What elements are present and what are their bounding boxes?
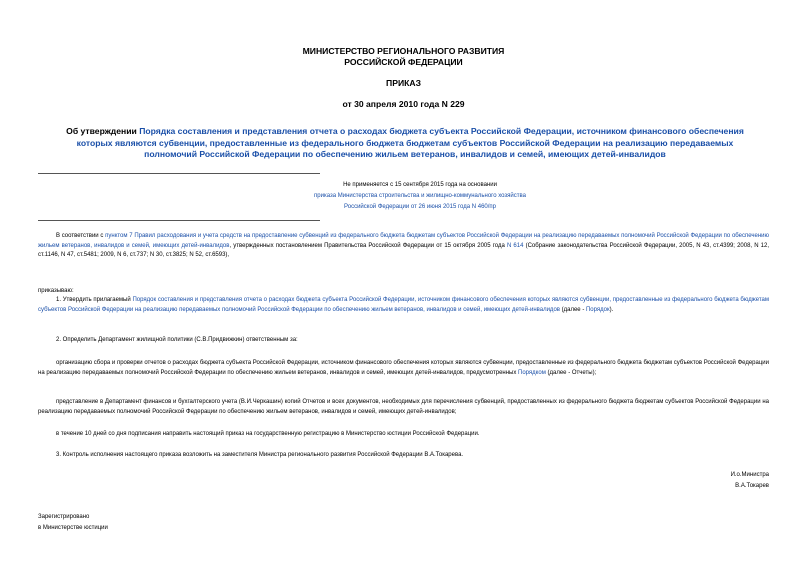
- preamble-decree-link[interactable]: N 614: [506, 242, 524, 249]
- signature-block: [649, 470, 769, 492]
- order-word: приказываю:: [38, 288, 74, 294]
- signature-position: И.о.Министра: [730, 472, 769, 478]
- item1-procedure-short-link[interactable]: Порядок: [585, 306, 610, 313]
- item2a-procedure-link[interactable]: Порядком: [518, 369, 546, 376]
- item1-text3: ).: [609, 306, 614, 313]
- status-note: [250, 180, 590, 213]
- preamble-paragraph: [38, 232, 769, 261]
- preamble-text2: , утвержденных постановлением Правительства Российской Федерации от 15 октября 2005 года: [229, 242, 507, 249]
- item2a-text2: (далее - Отчеты);: [545, 369, 597, 376]
- divider-top: [38, 173, 320, 174]
- item2a-text1: организацию сбора и проверки отчетов о расходах бюджета субъекта Российской Федерации, источником финансового обеспечения которых являются субвенции, предоставленные из федерального бюджета бюджетам субъектов Российской Федерации на реализацию передаваемых полномочий Российской Федерации по обеспечению жильем ветеранов, инвалидов и семей, имеющих детей-инвалидов, предусмотренных: [38, 360, 769, 376]
- document-date-number: от 30 апреля 2010 года N 229: [342, 99, 465, 109]
- item1-paragraph: [38, 296, 769, 315]
- item2b-paragraph: представление в Департамент финансов и бухгалтерского учета (В.И.Черкашин) копий Отчетов и всех документов, необходимых для перечисления субвенций, предоставленных из федерального бюджета бюджетам субъектов Российской Федерации на реализацию передаваемых полномочий Российской Федерации по обеспечению жильем ветеранов, инвалидов и семей, имеющих детей-инвалидов;: [38, 399, 769, 415]
- title-link[interactable]: Порядка составления и представления отчета о расходах бюджета субъекта Российской Федерации, источником финансового обеспечения которых являются субвенции, предоставленные из федерального бюджета бюджетам субъектов Российской Федерации на реализацию передаваемых полномочий Российской Федерации по обеспечению жильем ветеранов, инвалидов и семей, имеющих детей-инвалидов: [76, 126, 744, 159]
- item1-text1: 1. Утвердить прилагаемый: [56, 297, 133, 303]
- title-prefix: Об утверждении: [66, 126, 140, 136]
- registration-line2: в Министерстве юстиции: [38, 525, 108, 531]
- document-type: ПРИКАЗ: [386, 78, 421, 88]
- status-note-link-line3[interactable]: Российской Федерации от 26 июня 2015 года N 460/пр: [344, 204, 496, 210]
- item2c-paragraph: в течение 10 дней со дня подписания направить настоящий приказ на государственную регистрацию в Министерство юстиции Российской Федерации.: [56, 431, 480, 437]
- registration-line1: Зарегистрировано: [38, 514, 90, 520]
- registration-block: [38, 512, 238, 534]
- status-note-line1: Не применяется с 15 сентября 2015 года на основании: [343, 182, 497, 188]
- ministry-name-line2: РОССИЙСКОЙ ФЕДЕРАЦИИ: [344, 57, 463, 67]
- item3-paragraph: 3. Контроль исполнения настоящего приказа возложить на заместителя Министра регионального развития Российской Федерации В.А.Токарева.: [56, 452, 464, 458]
- preamble-text3: (Собрание законодательства Российской Федерации, 2005, N 43, ст.4399; 2008, N 12, ст.1146, N 47, ст.5481; 2009, N 6, ст.737; N 30, ст.3825; N 52, ст.6593),: [38, 242, 770, 259]
- item2a-paragraph: [38, 359, 769, 378]
- signature-name: В.А.Токарев: [735, 483, 769, 489]
- item2-paragraph: 2. Определить Департамент жилищной политики (С.В.Придвижкин) ответственным за:: [56, 337, 298, 343]
- item1-procedure-link[interactable]: Порядок составления и представления отчета о расходах бюджета субъекта Российской Федерации, источником финансового обеспечения которых являются субвенции, предоставленные из федерального бюджета бюджетам субъектов Российской Федерации на реализацию передаваемых полномочий Российской Федерации по обеспечению жильем ветеранов, инвалидов и семей, имеющих детей-инвалидов: [38, 297, 769, 313]
- preamble-text1: В соответствии с: [56, 233, 106, 239]
- preamble-rules-link[interactable]: пунктом 7 Правил расходования и учета средств на предоставление субвенций из федерального бюджета бюджетам субъектов Российской Федерации на реализацию передаваемых полномочий Российской Федерации по обеспечению жильем ветеранов, инвалидов и семей, имеющих детей-инвалидов: [38, 233, 769, 249]
- status-note-link-line2[interactable]: приказа Министерства строительства и жилищно-коммунального хозяйства: [314, 193, 526, 199]
- item1-text2: (далее -: [559, 306, 586, 313]
- divider-bottom: [38, 220, 320, 221]
- ministry-name-line1: МИНИСТЕРСТВО РЕГИОНАЛЬНОГО РАЗВИТИЯ: [302, 46, 505, 56]
- document-title: [55, 126, 755, 161]
